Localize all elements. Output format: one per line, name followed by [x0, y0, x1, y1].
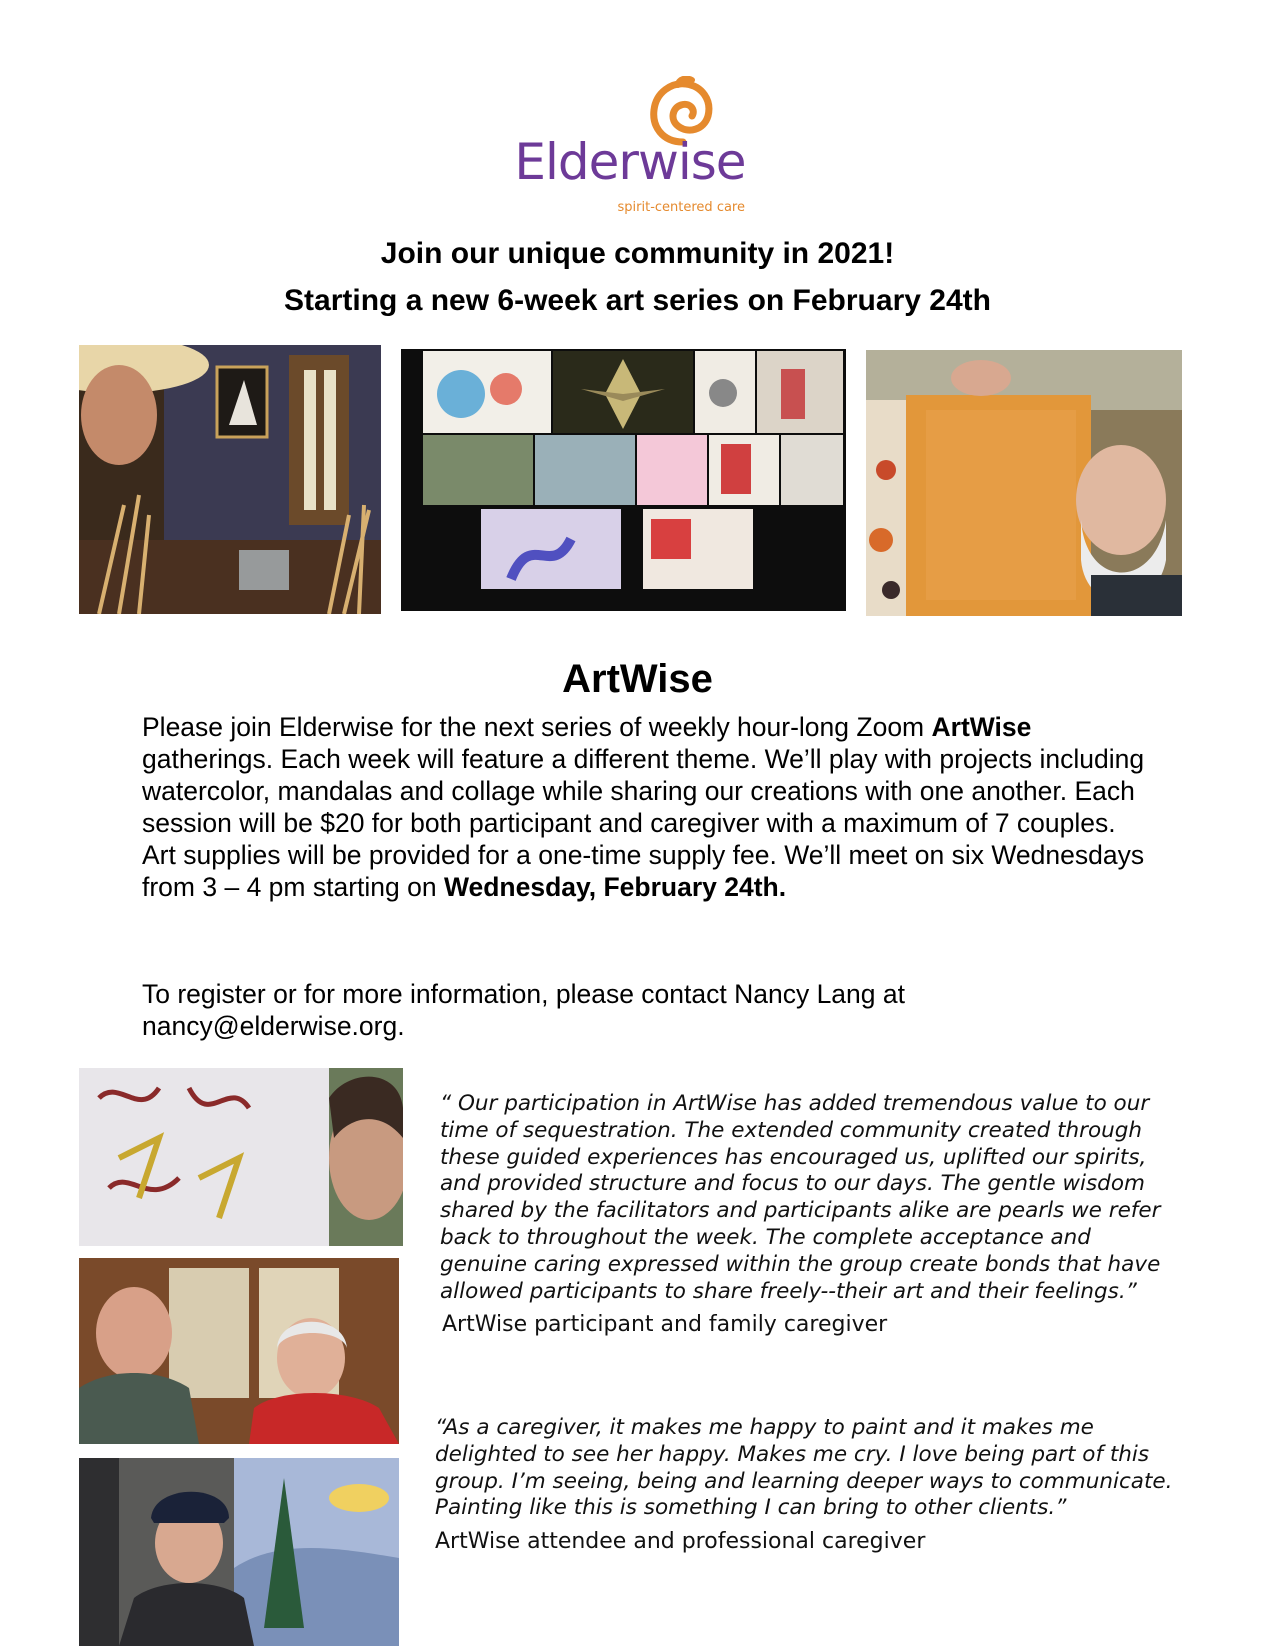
description-start-date: Wednesday, February 24th. [443, 872, 787, 902]
description-details: gatherings. Each week will feature a different theme. We’ll play with projects including watercolor, mandalas and collage while sharing our creations with one another. Each session will be $20 for both participant and caregiver with a maximum of 7 couples. Art supplies will be provided for a one-time supply fee. We’ll meet on six Wednesdays from 3 – 4 pm starting on [142, 744, 1145, 902]
photo-zoom-gallery [401, 349, 846, 611]
photo-woman-with-artwork [79, 1068, 403, 1246]
description-intro: Please join Elderwise for the next series of weekly hour-long Zoom [142, 712, 932, 742]
register-info: To register or for more information, please contact Nancy Lang at nancy@elderwise.org. [142, 979, 905, 1041]
testimonial-quote-2: “As a caregiver, it makes me happy to paint and it makes me delighted to see her happy. Makes me cry. I love being part of this group. I’m seeing, being and learning deeper ways to communicate. Painting like this is something I can bring to other clients.” [435, 1415, 1173, 1521]
brand-name: Elderwise [514, 133, 746, 191]
testimonial-quote-1: “ Our participation in ArtWise has added tremendous value to our time of sequestration. The extended community created through these guided experiences has encouraged us, uplifted our spirits, and provided structure and focus to our days. The gentle wisdom shared by the facilitators and participants alike are pearls we refer back to throughout the week. The complete acceptance and genuine caring expressed within the group create bonds that have allowed participants to share freely--their art and their feelings.” [440, 1091, 1161, 1304]
headline-line-2: Starting a new 6-week art series on February 24th [284, 284, 991, 317]
description-program-name: ArtWise [931, 712, 1032, 742]
photo-man-holding-painting [866, 350, 1182, 616]
brand-tagline: spirit-centered care [617, 200, 745, 215]
photo-artist-with-brushes [79, 345, 381, 614]
testimonial-attribution-2: ArtWise attendee and professional caregiver [435, 1529, 926, 1554]
program-description [142, 711, 1152, 903]
testimonial-attribution-1: ArtWise participant and family caregiver [442, 1312, 888, 1337]
headline-line-1: Join our unique community in 2021! [380, 237, 895, 270]
photo-couple-smiling [79, 1258, 399, 1444]
program-title: ArtWise [562, 657, 713, 701]
photo-man-with-tree-painting [79, 1458, 399, 1646]
